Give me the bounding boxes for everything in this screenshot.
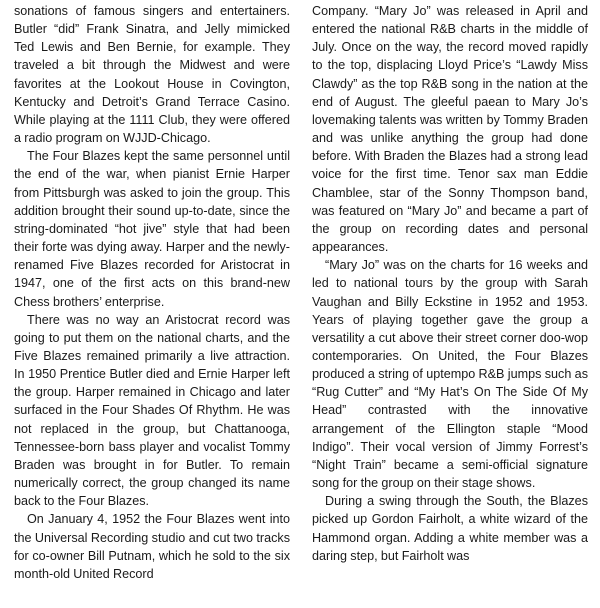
paragraph: “Mary Jo” was on the charts for 16 weeks and led to national tours by the group with Sarah Vaughan and Billy Eckstine in 1952 and 1953. Years of playing together gave the group a versatility a cut above their street corner doo-wop contemporaries. On United, the Four Blazes produced a string of uptempo R&B jumps such as “Rug Cutter” and “My Hat’s On The Side Of My Head” contrasted with the innovative arrangement of the Ellington staple “Mood Indigo”. Their vocal version of Jimmy Forrest’s “Night Train” became a semi-official signature song for the group on their stage shows. xyxy=(312,258,588,491)
paragraph: sonations of famous singers and entertainers. Butler “did” Frank Sinatra, and Jelly mimicked Ted Lewis and Ben Bernie, for example. They traveled a bit through the Midwest and were favorites at the Lookout House in Covington, Kentucky and Detroit’s Grand Terrace Casino. While playing at the 1111 Club, they were offered a radio program on WJJD-Chicago. xyxy=(14,4,290,146)
paragraph: Company. “Mary Jo” was released in April and entered the national R&B charts in the middle of July. Once on the way, the record moved rapidly to the top, displacing Lloyd Price’s “Lawdy Miss Clawdy” as the top R&B song in the nation at the end of August. The gleeful paean to Mary Jo’s lovemaking talents was written by Tommy Braden and was unlike anything the group had done before. With Braden the Blazes had a strong lead voice for the first time. Tenor sax man Eddie Chamblee, star of the Sonny Thompson band, was featured on “Mary Jo” and became a part of the group on recording dates and personal appearances. xyxy=(312,4,588,255)
paragraph: There was no way an Aristocrat record was going to put them on the national charts, and the Five Blazes remained primarily a live attraction. In 1950 Prentice Butler died and Ernie Harper left the group. Harper remained in Chicago and later surfaced in the Four Shades Of Rhythm. He was not replaced in the group, but Chattanooga, Tennessee-born bass player and vocalist Tommy Braden was brought in for Butler. To remain numerically correct, the group changed its name back to the Four Blazes. xyxy=(14,312,290,509)
right-column xyxy=(312,2,588,608)
paragraph: The Four Blazes kept the same personnel until the end of the war, when pianist Ernie Harper from Pittsburgh was asked to join the group. This addition brought their sound up-to-date, since the string-dominated “hot jive” style that had been their forte was dying away. Harper and the newly-renamed Five Blazes recorded for Aristocrat in 1947, one of the first acts on this brand-new Chess brothers’ enterprise. xyxy=(14,149,290,309)
paragraph: On January 4, 1952 the Four Blazes went into the Universal Recording studio and cut two tracks for co-owner Bill Putnam, which he sold to the six month-old United Record xyxy=(14,512,290,581)
left-column xyxy=(14,2,290,608)
paragraph: During a swing through the South, the Blazes picked up Gordon Fairholt, a white wizard of the Hammond organ. Adding a white member was a daring step, but Fairholt was xyxy=(312,494,588,563)
